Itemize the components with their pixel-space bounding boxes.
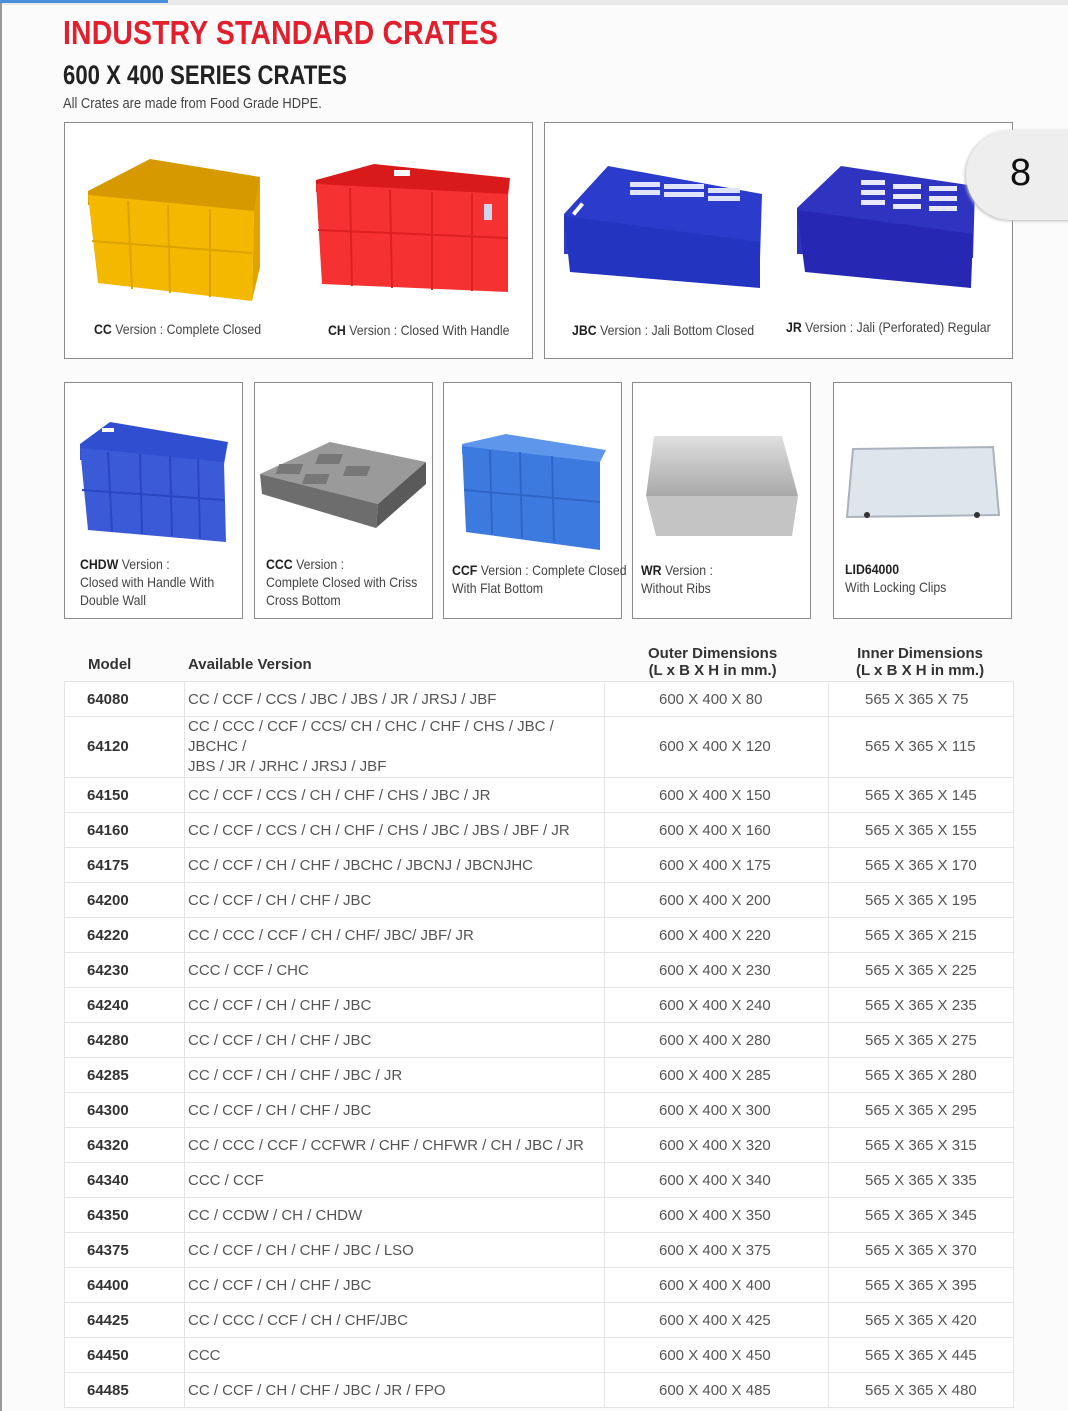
model-cell: 64285	[65, 1058, 185, 1093]
outer-dimensions-cell: 600 X 400 X 425	[605, 1303, 829, 1338]
inner-dimensions-cell: 565 X 365 X 195	[829, 883, 1014, 918]
outer-dimensions-cell: 600 X 400 X 320	[605, 1128, 829, 1163]
page-left-edge	[0, 3, 2, 1411]
crate-ch-image	[314, 162, 514, 297]
material-note: All Crates are made from Food Grade HDPE.	[63, 95, 322, 112]
model-cell: 64280	[65, 1023, 185, 1058]
inner-dimensions-cell: 565 X 365 X 170	[829, 848, 1014, 883]
crate-ccf-image	[460, 432, 610, 552]
caption-wr: WR Version : Without Ribs	[641, 562, 713, 596]
table-row	[65, 1198, 1014, 1233]
inner-dimensions-cell: 565 X 365 X 335	[829, 1163, 1014, 1198]
model-cell: 64400	[65, 1268, 185, 1303]
crate-jbc-image	[560, 162, 765, 292]
outer-dimensions-cell: 600 X 400 X 485	[605, 1373, 829, 1408]
outer-dimensions-cell: 600 X 400 X 200	[605, 883, 829, 918]
inner-dimensions-cell: 565 X 365 X 420	[829, 1303, 1014, 1338]
crate-jr-image	[795, 162, 980, 292]
table-row	[65, 1093, 1014, 1128]
table-row	[65, 1023, 1014, 1058]
table-row	[65, 1233, 1014, 1268]
caption-ch: CH Version : Closed With Handle	[328, 322, 510, 338]
specifications-table	[64, 681, 1014, 1408]
outer-dimensions-cell: 600 X 400 X 375	[605, 1233, 829, 1268]
inner-dimensions-cell: 565 X 365 X 75	[829, 682, 1014, 717]
version-cell: CC / CCF / CCS / CH / CHF / CHS / JBC / JBS / JBF / JR	[185, 813, 605, 848]
header-outer-dimensions: Outer Dimensions (L x B X H in mm.)	[648, 645, 778, 679]
table-row	[65, 1128, 1014, 1163]
version-cell: CC / CCC / CCF / CH / CHF/JBC	[185, 1303, 605, 1338]
inner-dimensions-cell: 565 X 365 X 395	[829, 1268, 1014, 1303]
inner-dimensions-cell: 565 X 365 X 480	[829, 1373, 1014, 1408]
model-cell: 64120	[65, 717, 185, 778]
inner-dimensions-cell: 565 X 365 X 295	[829, 1093, 1014, 1128]
model-cell: 64080	[65, 682, 185, 717]
version-cell: CCC	[185, 1338, 605, 1373]
version-cell: CC / CCF / CH / CHF / JBC	[185, 883, 605, 918]
model-cell: 64320	[65, 1128, 185, 1163]
caption-chdw: CHDW Version : Closed with Handle With Double Wall	[80, 556, 215, 608]
model-cell: 64230	[65, 953, 185, 988]
table-row	[65, 1338, 1014, 1373]
model-cell: 64220	[65, 918, 185, 953]
model-cell: 64300	[65, 1093, 185, 1128]
model-cell: 64175	[65, 848, 185, 883]
caption-lid: LID64000 With Locking Clips	[845, 561, 947, 595]
caption-cc: CC Version : Complete Closed	[94, 321, 262, 337]
inner-dimensions-cell: 565 X 365 X 315	[829, 1128, 1014, 1163]
header-inner-dimensions: Inner Dimensions (L x B X H in mm.)	[856, 645, 985, 679]
outer-dimensions-cell: 600 X 400 X 220	[605, 918, 829, 953]
version-cell: CC / CCF / CH / CHF / JBC / LSO	[185, 1233, 605, 1268]
table-row	[65, 953, 1014, 988]
table-row	[65, 1163, 1014, 1198]
top-accent-strip	[0, 0, 168, 3]
inner-dimensions-cell: 565 X 365 X 275	[829, 1023, 1014, 1058]
outer-dimensions-cell: 600 X 400 X 285	[605, 1058, 829, 1093]
inner-dimensions-cell: 565 X 365 X 370	[829, 1233, 1014, 1268]
header-model: Model	[88, 656, 132, 673]
caption-ccc: CCC Version : Complete Closed with Criss Cross Bottom	[266, 556, 418, 608]
model-cell: 64150	[65, 778, 185, 813]
inner-dimensions-cell: 565 X 365 X 115	[829, 717, 1014, 778]
table-row	[65, 988, 1014, 1023]
model-cell: 64200	[65, 883, 185, 918]
table-row	[65, 883, 1014, 918]
series-subtitle: 600 X 400 SERIES CRATES	[63, 60, 347, 90]
model-cell: 64450	[65, 1338, 185, 1373]
version-cell: CC / CCC / CCF / CCFWR / CHF / CHFWR / CH / JBC / JR	[185, 1128, 605, 1163]
version-line-2: JBS / JR / JRHC / JRSJ / JBF	[188, 758, 387, 775]
version-cell: CC / CCF / CH / CHF / JBCHC / JBCNJ / JBCNJHC	[185, 848, 605, 883]
version-cell: CC / CCF / CCS / CH / CHF / CHS / JBC / JR	[185, 778, 605, 813]
crate-chdw-image	[74, 420, 232, 545]
model-cell: 64375	[65, 1233, 185, 1268]
version-cell: CC / CCF / CH / CHF / JBC	[185, 988, 605, 1023]
version-cell: CC / CCF / CH / CHF / JBC	[185, 1268, 605, 1303]
outer-dimensions-cell: 600 X 400 X 450	[605, 1338, 829, 1373]
inner-dimensions-cell: 565 X 365 X 445	[829, 1338, 1014, 1373]
outer-dimensions-cell: 600 X 400 X 120	[605, 717, 829, 778]
table-row	[65, 918, 1014, 953]
outer-dimensions-cell: 600 X 400 X 230	[605, 953, 829, 988]
outer-dimensions-cell: 600 X 400 X 400	[605, 1268, 829, 1303]
model-cell: 64340	[65, 1163, 185, 1198]
outer-dimensions-cell: 600 X 400 X 300	[605, 1093, 829, 1128]
model-cell: 64485	[65, 1373, 185, 1408]
version-cell: CCC / CCF / CHC	[185, 953, 605, 988]
outer-dimensions-cell: 600 X 400 X 340	[605, 1163, 829, 1198]
version-cell	[185, 717, 605, 778]
table-row	[65, 813, 1014, 848]
table-row	[65, 1268, 1014, 1303]
version-cell: CC / CCF / CH / CHF / JBC	[185, 1023, 605, 1058]
version-cell: CCC / CCF	[185, 1163, 605, 1198]
outer-dimensions-cell: 600 X 400 X 350	[605, 1198, 829, 1233]
crate-wr-image	[642, 432, 800, 540]
version-cell: CC / CCDW / CH / CHDW	[185, 1198, 605, 1233]
table-row	[65, 682, 1014, 717]
outer-dimensions-cell: 600 X 400 X 80	[605, 682, 829, 717]
outer-dimensions-cell: 600 X 400 X 150	[605, 778, 829, 813]
model-cell: 64425	[65, 1303, 185, 1338]
inner-dimensions-cell: 565 X 365 X 280	[829, 1058, 1014, 1093]
inner-dimensions-cell: 565 X 365 X 225	[829, 953, 1014, 988]
table-row	[65, 778, 1014, 813]
crate-ccc-image	[258, 440, 428, 530]
table-row	[65, 717, 1014, 778]
outer-dimensions-cell: 600 X 400 X 160	[605, 813, 829, 848]
version-cell: CC / CCF / CH / CHF / JBC / JR / FPO	[185, 1373, 605, 1408]
version-cell: CC / CCF / CCS / JBC / JBS / JR / JRSJ / JBF	[185, 682, 605, 717]
page-number: 8	[1010, 152, 1032, 194]
table-row	[65, 848, 1014, 883]
inner-dimensions-cell: 565 X 365 X 215	[829, 918, 1014, 953]
outer-dimensions-cell: 600 X 400 X 280	[605, 1023, 829, 1058]
version-cell: CC / CCC / CCF / CH / CHF/ JBC/ JBF/ JR	[185, 918, 605, 953]
table-row	[65, 1373, 1014, 1408]
caption-ccf: CCF Version : Complete Closed With Flat Bottom	[452, 562, 627, 596]
model-cell: 64240	[65, 988, 185, 1023]
outer-dimensions-cell: 600 X 400 X 240	[605, 988, 829, 1023]
page-title: INDUSTRY STANDARD CRATES	[63, 14, 499, 51]
inner-dimensions-cell: 565 X 365 X 345	[829, 1198, 1014, 1233]
header-available-version: Available Version	[188, 656, 312, 673]
table-row	[65, 1058, 1014, 1093]
version-cell: CC / CCF / CH / CHF / JBC	[185, 1093, 605, 1128]
caption-jbc: JBC Version : Jali Bottom Closed	[572, 322, 755, 338]
inner-dimensions-cell: 565 X 365 X 155	[829, 813, 1014, 848]
lid-64000-image	[845, 445, 1000, 523]
version-cell: CC / CCF / CH / CHF / JBC / JR	[185, 1058, 605, 1093]
inner-dimensions-cell: 565 X 365 X 235	[829, 988, 1014, 1023]
caption-jr: JR Version : Jali (Perforated) Regular	[786, 319, 991, 335]
table-row	[65, 1303, 1014, 1338]
model-cell: 64350	[65, 1198, 185, 1233]
model-cell: 64160	[65, 813, 185, 848]
outer-dimensions-cell: 600 X 400 X 175	[605, 848, 829, 883]
version-line-1: CC / CCC / CCF / CCS/ CH / CHC / CHF / CHS / JBC / JBCHC /	[188, 718, 554, 755]
inner-dimensions-cell: 565 X 365 X 145	[829, 778, 1014, 813]
crate-cc-image	[84, 155, 264, 305]
